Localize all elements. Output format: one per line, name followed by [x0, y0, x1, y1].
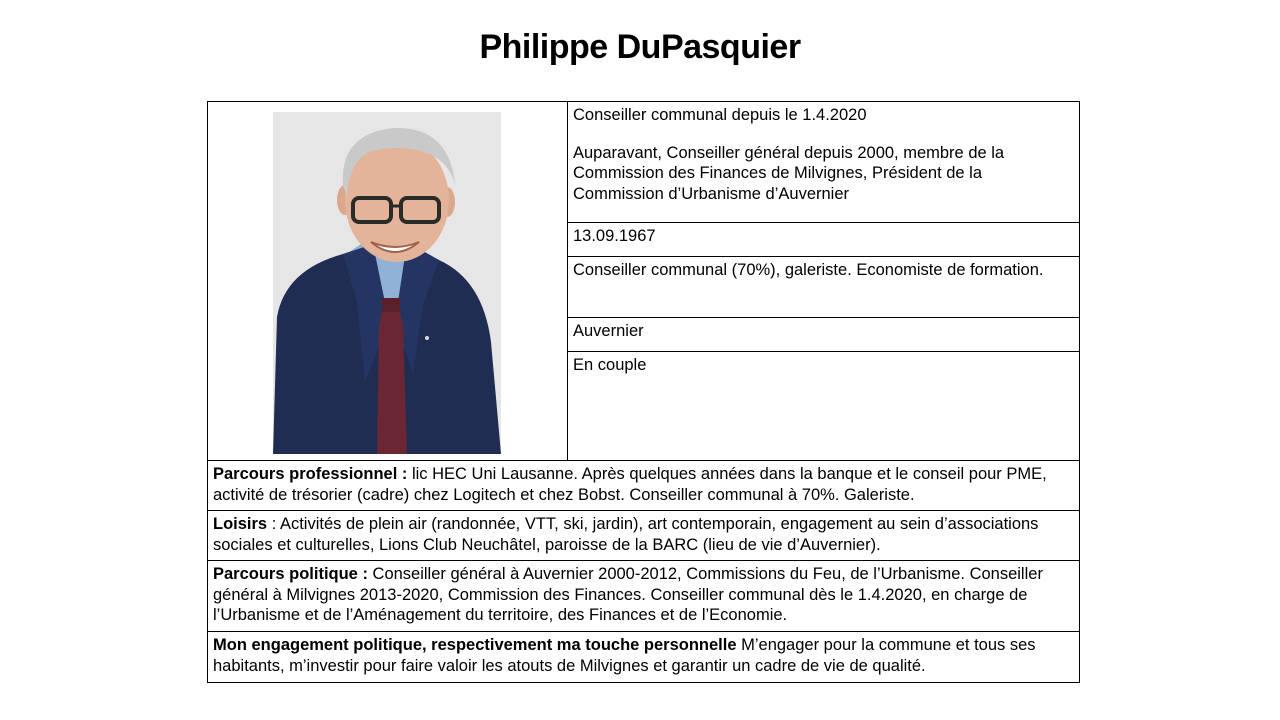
birthdate-cell: 13.09.1967	[568, 223, 1080, 257]
row-political	[208, 561, 1080, 632]
profession-cell: Conseiller communal (70%), galeriste. Economiste de formation.	[568, 257, 1080, 318]
professional-label: Parcours professionnel :	[213, 465, 408, 483]
row-leisure	[208, 511, 1080, 561]
professional-text: lic HEC Uni Lausanne. Après quelques années dans la banque et le conseil pour PME, activité de trésorier (cadre) chez Logitech et chez Bobst. Conseiller communal à 70%. Galeriste.	[213, 465, 1047, 504]
political-cell	[208, 561, 1080, 632]
leisure-text: : Activités de plein air (randonnée, VTT, ski, jardin), art contemporain, engagement au sein d’associations sociales et culturelles, Lions Club Neuchâtel, paroisse de la BARC (lieu de vie d’Auvernier).	[213, 515, 1039, 554]
photo-cell	[208, 102, 568, 461]
engagement-cell	[208, 632, 1080, 683]
row-professional	[208, 461, 1080, 511]
row-engagement	[208, 632, 1080, 683]
mandate-current: Conseiller communal depuis le 1.4.2020	[573, 106, 867, 124]
profile-table	[207, 101, 1080, 683]
political-label: Parcours politique :	[213, 565, 368, 583]
engagement-text: M’engager pour la commune et tous ses habitants, m’investir pour faire valoir les atouts de Milvignes et garantir un cadre de vie de qualité.	[213, 636, 1036, 675]
professional-cell	[208, 461, 1080, 511]
portrait-illustration	[273, 112, 501, 454]
political-text: Conseiller général à Auvernier 2000-2012, Commissions du Feu, de l’Urbanisme. Conseiller général à Milvignes 2013-2020, Commission des Finances. Conseiller communal dès le 1.4.2020, en charge de l’Urbanisme et de l’Aménagement du territoire, des Finances et de l’Economie.	[213, 565, 1043, 624]
civil-status-cell: En couple	[568, 352, 1080, 461]
mandate-previous: Auparavant, Conseiller général depuis 2000, membre de la Commission des Finances de Milvignes, Président de la Commission d’Urbanisme d’Auvernier	[573, 143, 1005, 203]
leisure-label: Loisirs	[213, 515, 268, 533]
mandate-cell	[568, 102, 1080, 223]
page-title: Philippe DuPasquier	[479, 28, 801, 66]
residence-cell: Auvernier	[568, 318, 1080, 352]
leisure-cell	[208, 511, 1080, 561]
engagement-label: Mon engagement politique, respectivement ma touche personnelle	[213, 636, 737, 654]
row-mandate	[208, 102, 1080, 223]
portrait-photo	[273, 112, 501, 454]
